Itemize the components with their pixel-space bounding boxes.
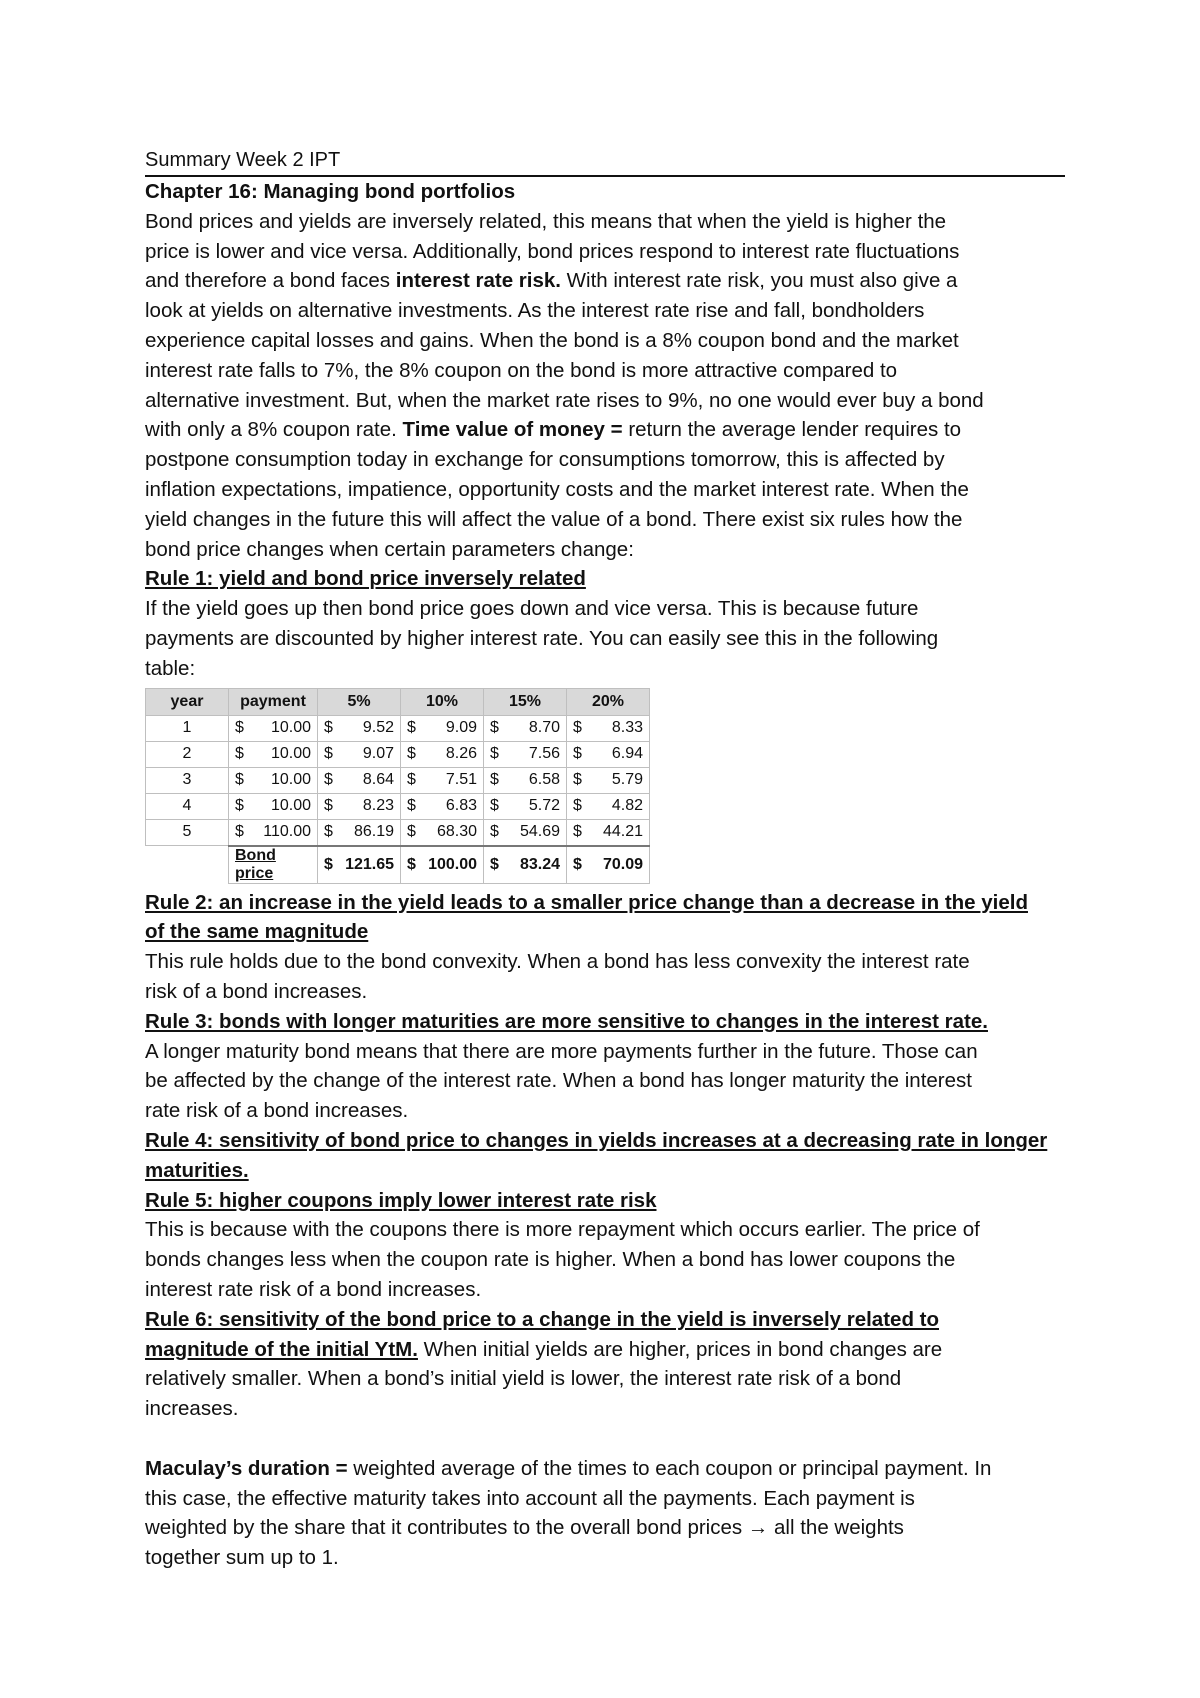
- pv-20pct-cell: [567, 767, 650, 793]
- total-10pct-cell: [401, 846, 484, 884]
- pv-10pct-cell: [401, 819, 484, 846]
- text-line: price is lower and vice versa. Additionally, bond prices respond to interest rate fluctuations: [145, 239, 960, 263]
- payment-cell: [229, 793, 318, 819]
- amount: 9.09: [445, 719, 477, 737]
- total-5pct-cell: [318, 846, 401, 884]
- text-line: If the yield goes up then bond price goes down and vice versa. This is because future: [145, 597, 919, 621]
- amount: 8.23: [362, 797, 394, 815]
- document-page: [145, 147, 1065, 1573]
- text-line: relatively smaller. When a bond’s initial yield is lower, the interest rate risk of a bond: [145, 1367, 902, 1391]
- total-row: [146, 846, 650, 884]
- currency-symbol: $: [324, 719, 333, 737]
- text-line: together sum up to 1.: [145, 1546, 339, 1570]
- currency-symbol: $: [490, 771, 499, 789]
- currency-symbol: $: [490, 745, 499, 763]
- text-span: weighted by the share that it contributes to the overall bond prices: [145, 1516, 748, 1540]
- year-cell: 2: [146, 741, 229, 767]
- arrow-right-icon: →: [747, 1516, 769, 1540]
- currency-symbol: $: [407, 719, 416, 737]
- amount: 121.65: [345, 855, 394, 873]
- amount: 10.00: [270, 745, 311, 763]
- currency-symbol: $: [573, 797, 582, 815]
- pv-5pct-cell: [318, 819, 401, 846]
- text-line: [145, 1454, 1065, 1484]
- table-row: [146, 793, 650, 819]
- text-line: payments are discounted by higher interest rate. You can easily see this in the following: [145, 626, 939, 650]
- table-row: [146, 767, 650, 793]
- currency-symbol: $: [490, 719, 499, 737]
- amount: 110.00: [263, 823, 311, 841]
- amount: 7.51: [445, 771, 477, 789]
- text-line: table:: [145, 656, 196, 680]
- total-label: Bond price: [229, 846, 318, 884]
- amount: 70.09: [602, 855, 643, 873]
- amount: 5.72: [528, 797, 560, 815]
- amount: 6.83: [445, 797, 477, 815]
- year-cell: 4: [146, 793, 229, 819]
- text-line: experience capital losses and gains. When the bond is a 8% coupon bond and the market: [145, 328, 959, 352]
- text-line: bonds changes less when the coupon rate is higher. When a bond has lower coupons the: [145, 1248, 956, 1272]
- pv-5pct-cell: [318, 793, 401, 819]
- col-header: 5%: [318, 688, 401, 715]
- text-line: risk of a bond increases.: [145, 979, 368, 1003]
- pv-5pct-cell: [318, 741, 401, 767]
- col-header: 15%: [484, 688, 567, 715]
- bold-term: Time value of money =: [402, 418, 623, 442]
- bond-price-table: [145, 688, 650, 884]
- pv-20pct-cell: [567, 715, 650, 741]
- text-span: return the average lender requires to: [622, 418, 962, 442]
- text-line: rate risk of a bond increases.: [145, 1099, 409, 1123]
- text-line: interest rate risk of a bond increases.: [145, 1277, 482, 1301]
- currency-symbol: $: [573, 823, 582, 841]
- table-row: [146, 715, 650, 741]
- payment-cell: [229, 715, 318, 741]
- amount: 10.00: [270, 797, 311, 815]
- amount: 68.30: [436, 823, 477, 841]
- payment-cell: [229, 819, 318, 846]
- currency-symbol: $: [324, 855, 333, 873]
- col-header: year: [146, 688, 229, 715]
- currency-symbol: $: [235, 823, 244, 841]
- amount: 7.56: [528, 745, 560, 763]
- currency-symbol: $: [324, 771, 333, 789]
- amount: 10.00: [270, 771, 311, 789]
- text-span: and therefore a bond faces: [145, 269, 396, 293]
- currency-symbol: $: [324, 797, 333, 815]
- pv-15pct-cell: [484, 793, 567, 819]
- amount: 8.64: [362, 771, 394, 789]
- chapter-heading: Chapter 16: Managing bond portfolios: [145, 180, 516, 203]
- currency-symbol: $: [407, 797, 416, 815]
- col-header: 20%: [567, 688, 650, 715]
- amount: 8.26: [445, 745, 477, 763]
- currency-symbol: $: [407, 745, 416, 763]
- text-line: postpone consumption today in exchange for consumptions tomorrow, this is affected by: [145, 448, 945, 472]
- currency-symbol: $: [407, 855, 416, 873]
- pv-15pct-cell: [484, 741, 567, 767]
- text-line: this case, the effective maturity takes into account all the payments. Each payment is: [145, 1486, 915, 1510]
- pv-5pct-cell: [318, 767, 401, 793]
- duration-term: Maculay’s duration =: [145, 1456, 348, 1480]
- rule3-heading: Rule 3: bonds with longer maturities are more sensitive to changes in the interest rate.: [145, 1009, 988, 1033]
- pv-20pct-cell: [567, 741, 650, 767]
- currency-symbol: $: [573, 745, 582, 763]
- amount: 8.70: [528, 719, 560, 737]
- pv-10pct-cell: [401, 741, 484, 767]
- rule6-heading: Rule 6: sensitivity of the bond price to a change in the yield is inversely related to: [145, 1307, 940, 1331]
- amount: 54.69: [519, 823, 560, 841]
- rule2-heading-cont: of the same magnitude: [145, 920, 369, 944]
- pv-5pct-cell: [318, 715, 401, 741]
- pv-20pct-cell: [567, 793, 650, 819]
- currency-symbol: $: [407, 771, 416, 789]
- pv-15pct-cell: [484, 767, 567, 793]
- table-header-row: [146, 688, 650, 715]
- empty-cell: [146, 846, 229, 884]
- currency-symbol: $: [235, 771, 244, 789]
- amount: 86.19: [353, 823, 394, 841]
- amount: 6.94: [611, 745, 643, 763]
- amount: 5.79: [611, 771, 643, 789]
- text-line: [145, 1513, 1065, 1543]
- amount: 10.00: [270, 719, 311, 737]
- document-title: Summary Week 2 IPT: [145, 147, 1065, 177]
- rule5-heading: Rule 5: higher coupons imply lower interest rate risk: [145, 1188, 657, 1212]
- text-line: [145, 266, 1065, 296]
- text-line: increases.: [145, 1397, 239, 1421]
- text-line: look at yields on alternative investments. As the interest rate rise and fall, bondholders: [145, 299, 925, 323]
- amount: 8.33: [611, 719, 643, 737]
- total-15pct-cell: [484, 846, 567, 884]
- col-header: payment: [229, 688, 318, 715]
- amount: 4.82: [611, 797, 643, 815]
- text-span: With interest rate risk, you must also give a: [560, 269, 958, 293]
- amount: 9.07: [362, 745, 394, 763]
- bold-term: interest rate risk.: [395, 269, 561, 293]
- paragraph-gap: [145, 1424, 1065, 1454]
- text-span: When initial yields are higher, prices in bond changes are: [417, 1337, 943, 1361]
- rule6-heading-cont: magnitude of the initial YtM.: [145, 1337, 418, 1361]
- year-cell: 3: [146, 767, 229, 793]
- payment-cell: [229, 741, 318, 767]
- currency-symbol: $: [573, 771, 582, 789]
- rule2-heading: Rule 2: an increase in the yield leads to a smaller price change than a decrease in the yield: [145, 890, 1028, 914]
- currency-symbol: $: [235, 719, 244, 737]
- text-line: This rule holds due to the bond convexity. When a bond has less convexity the interest rate: [145, 950, 970, 974]
- text-line: [145, 415, 1065, 445]
- year-cell: 5: [146, 819, 229, 846]
- amount: 44.21: [602, 823, 643, 841]
- payment-cell: [229, 767, 318, 793]
- text-line: A longer maturity bond means that there are more payments further in the future. Those can: [145, 1039, 978, 1063]
- pv-20pct-cell: [567, 819, 650, 846]
- text-span: weighted average of the times to each coupon or principal payment. In: [347, 1456, 992, 1480]
- amount: 9.52: [362, 719, 394, 737]
- rule4-heading: Rule 4: sensitivity of bond price to changes in yields increases at a decreasing rate in longer: [145, 1128, 1048, 1152]
- currency-symbol: $: [490, 823, 499, 841]
- text-span: with only a 8% coupon rate.: [145, 418, 403, 442]
- text-line: This is because with the coupons there is more repayment which occurs earlier. The price of: [145, 1218, 980, 1242]
- currency-symbol: $: [235, 797, 244, 815]
- text-line: Bond prices and yields are inversely related, this means that when the yield is higher the: [145, 209, 947, 233]
- currency-symbol: $: [573, 719, 582, 737]
- currency-symbol: $: [235, 745, 244, 763]
- currency-symbol: $: [324, 823, 333, 841]
- text-line: interest rate falls to 7%, the 8% coupon on the bond is more attractive compared to: [145, 358, 898, 382]
- text-line: be affected by the change of the interest rate. When a bond has longer maturity the interest: [145, 1069, 972, 1093]
- total-20pct-cell: [567, 846, 650, 884]
- rule1-heading: Rule 1: yield and bond price inversely related: [145, 567, 586, 591]
- pv-10pct-cell: [401, 715, 484, 741]
- currency-symbol: $: [490, 855, 499, 873]
- currency-symbol: $: [407, 823, 416, 841]
- text-line: yield changes in the future this will affect the value of a bond. There exist six rules how the: [145, 507, 963, 531]
- pv-10pct-cell: [401, 767, 484, 793]
- table-row: [146, 741, 650, 767]
- pv-15pct-cell: [484, 819, 567, 846]
- currency-symbol: $: [324, 745, 333, 763]
- pv-10pct-cell: [401, 793, 484, 819]
- table-row: [146, 819, 650, 846]
- text-line: alternative investment. But, when the market rate rises to 9%, no one would ever buy a bond: [145, 388, 984, 412]
- text-span: all the weights: [768, 1516, 904, 1540]
- pv-15pct-cell: [484, 715, 567, 741]
- year-cell: 1: [146, 715, 229, 741]
- text-line: bond price changes when certain parameters change:: [145, 537, 634, 561]
- col-header: 10%: [401, 688, 484, 715]
- currency-symbol: $: [490, 797, 499, 815]
- amount: 6.58: [528, 771, 560, 789]
- currency-symbol: $: [573, 855, 582, 873]
- amount: 100.00: [428, 855, 477, 873]
- amount: 83.24: [519, 855, 560, 873]
- intro-paragraph: [145, 207, 1065, 565]
- rule4-heading-cont: maturities.: [145, 1158, 249, 1182]
- text-line: [145, 1335, 1065, 1365]
- text-line: inflation expectations, impatience, opportunity costs and the market interest rate. When the: [145, 477, 969, 501]
